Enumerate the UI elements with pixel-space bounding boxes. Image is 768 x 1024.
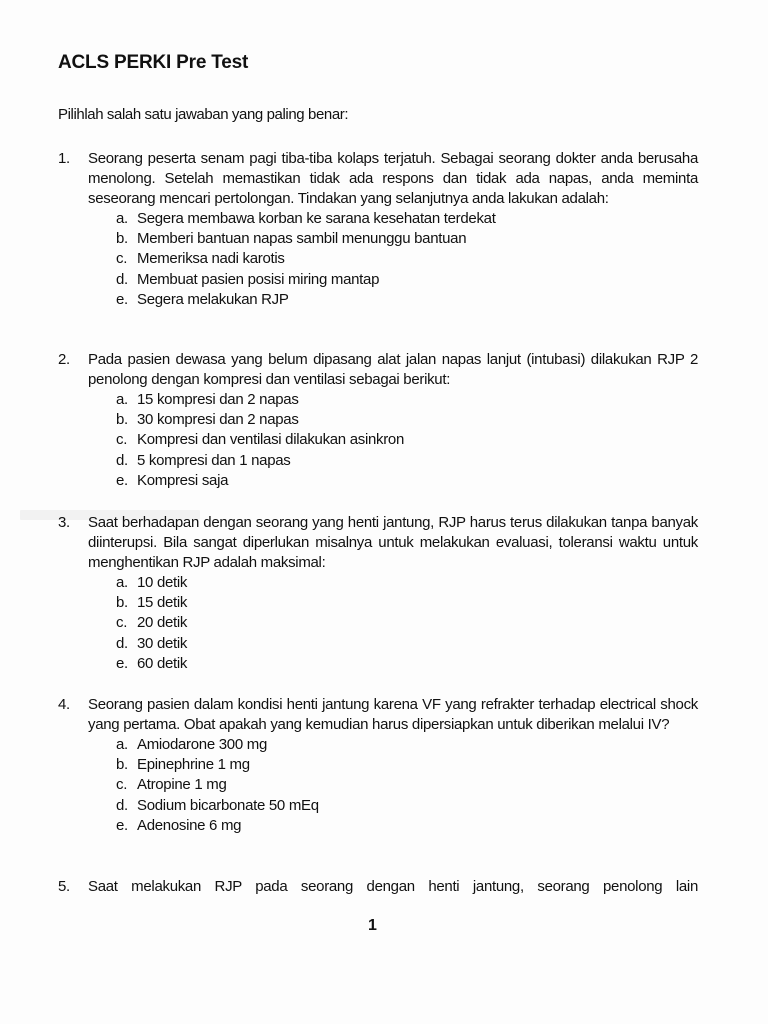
option-text: 60 detik	[137, 654, 188, 672]
option-letter: b.	[116, 230, 128, 248]
option-letter: a.	[116, 574, 128, 591]
option-text: Epinephrine 1 mg	[137, 756, 250, 774]
option-letter: e.	[116, 816, 128, 834]
option-text: 15 kompresi dan 2 napas	[137, 391, 299, 408]
answer-option[interactable]	[116, 654, 698, 674]
question-3	[58, 513, 698, 674]
option-text: Adenosine 6 mg	[137, 816, 242, 834]
page-number: 1	[368, 917, 377, 934]
answer-option[interactable]	[116, 573, 698, 593]
answer-option[interactable]	[116, 290, 698, 310]
option-text: Kompresi saja	[137, 471, 229, 489]
answer-option[interactable]	[116, 593, 698, 613]
option-letter: b.	[116, 756, 128, 774]
option-text: Memeriksa nadi karotis	[137, 250, 285, 268]
option-text: Amiodarone 300 mg	[137, 736, 267, 753]
answer-option[interactable]	[116, 249, 698, 269]
option-text: Membuat pasien posisi miring mantap	[137, 270, 380, 288]
option-text: Kompresi dan ventilasi dilakukan asinkron	[137, 431, 405, 449]
answer-options	[58, 390, 698, 491]
answer-option[interactable]	[116, 816, 698, 836]
option-letter: e.	[116, 471, 128, 489]
answer-option[interactable]	[116, 796, 698, 816]
option-text: 15 detik	[137, 594, 188, 612]
option-text: 30 kompresi dan 2 napas	[137, 411, 299, 429]
option-letter: b.	[116, 594, 128, 612]
option-letter: d.	[116, 270, 128, 288]
answer-option[interactable]	[116, 451, 698, 471]
answer-option[interactable]	[116, 634, 698, 654]
option-letter: a.	[116, 391, 128, 408]
option-text: 30 detik	[137, 634, 188, 652]
question-text: Seorang pasien dalam kondisi henti jantung karena VF yang refrakter terhadap electrical shock yang pertama. Obat apakah yang kemudian harus dipersiapkan untuk diberikan melalui IV?	[88, 696, 698, 733]
answer-option[interactable]	[116, 471, 698, 491]
option-text: 10 detik	[137, 574, 188, 591]
question-text: Seorang peserta senam pagi tiba-tiba kolaps terjatuh. Sebagai seorang dokter anda berusaha menolong. Setelah memastikan tidak ada respons dan tidak ada napas, anda meminta seseorang mencari pertolongan. Tindakan yang selanjutnya anda lakukan adalah:	[88, 150, 698, 207]
answer-option[interactable]	[116, 735, 698, 755]
option-letter: a.	[116, 736, 128, 753]
option-letter: d.	[116, 634, 128, 652]
option-text: Segera melakukan RJP	[137, 290, 289, 308]
question-text: Saat berhadapan dengan seorang yang henti jantung, RJP harus terus dilakukan tanpa banyak diinterupsi. Bila sangat diperlukan misalnya untuk melakukan evaluasi, toleransi waktu untuk menghentikan RJP adalah maksimal:	[88, 514, 698, 571]
question-text: Pada pasien dewasa yang belum dipasang alat jalan napas lanjut (intubasi) dilakukan RJP 2 penolong dengan kompresi dan ventilasi sebagai berikut:	[88, 351, 698, 388]
question-number: 2.	[58, 351, 70, 368]
question-number: 5.	[58, 878, 70, 895]
answer-options	[58, 573, 698, 674]
question-5	[58, 877, 698, 897]
option-text: 20 detik	[137, 614, 188, 632]
option-letter: c.	[116, 776, 128, 794]
option-text: 5 kompresi dan 1 napas	[137, 451, 291, 469]
question-4	[58, 695, 698, 836]
question-1	[58, 149, 698, 310]
option-letter: a.	[116, 210, 128, 227]
option-letter: d.	[116, 796, 128, 814]
option-letter: e.	[116, 290, 128, 308]
option-text: Sodium bicarbonate 50 mEq	[137, 796, 319, 814]
answer-option[interactable]	[116, 775, 698, 795]
question-2	[58, 350, 698, 491]
answer-option[interactable]	[116, 209, 698, 229]
answer-option[interactable]	[116, 390, 698, 410]
instruction-text: Pilihlah salah satu jawaban yang paling benar:	[58, 106, 349, 123]
option-letter: c.	[116, 431, 128, 449]
question-text: Saat melakukan RJP pada seorang dengan henti jantung, seorang penolong lain	[88, 878, 698, 895]
option-letter: c.	[116, 250, 128, 268]
question-number: 4.	[58, 696, 70, 713]
option-letter: c.	[116, 614, 128, 632]
answer-option[interactable]	[116, 270, 698, 290]
question-number: 3.	[58, 514, 70, 531]
option-letter: b.	[116, 411, 128, 429]
option-text: Atropine 1 mg	[137, 776, 227, 794]
answer-option[interactable]	[116, 430, 698, 450]
document-title: ACLS PERKI Pre Test	[58, 52, 249, 73]
answer-options	[58, 735, 698, 836]
answer-option[interactable]	[116, 613, 698, 633]
answer-option[interactable]	[116, 410, 698, 430]
option-text: Segera membawa korban ke sarana kesehatan terdekat	[137, 210, 496, 227]
option-letter: e.	[116, 654, 128, 672]
question-number: 1.	[58, 150, 70, 167]
answer-options	[58, 209, 698, 310]
option-letter: d.	[116, 451, 128, 469]
answer-option[interactable]	[116, 229, 698, 249]
option-text: Memberi bantuan napas sambil menunggu bantuan	[137, 230, 467, 248]
answer-option[interactable]	[116, 755, 698, 775]
